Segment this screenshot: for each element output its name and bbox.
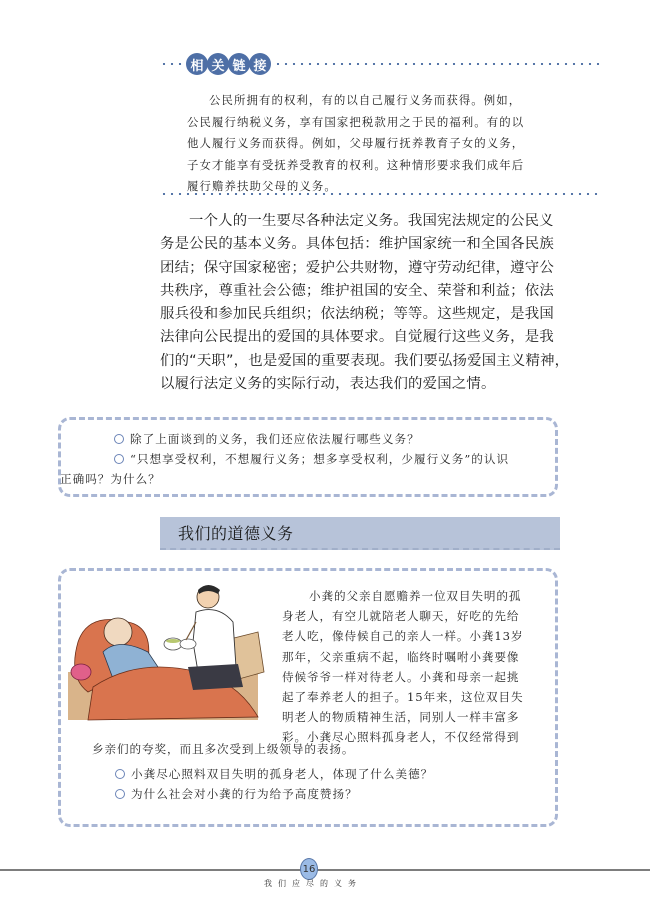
text-line: 小龚的父亲自愿赡养一位双目失明的孤 (309, 589, 522, 603)
chapter-title: 我们应尽的义务 (264, 879, 362, 888)
text-line: 团结；保守国家秘密；爱护公共财物，遵守劳动纪律，遵守公 (160, 259, 554, 276)
circle-bullet-icon (115, 789, 125, 799)
text-line: 一个人的一生要尽各种法定义务。我国宪法规定的公民义 (189, 213, 554, 229)
related-links-badge (186, 53, 270, 75)
related-links-text-body (187, 112, 547, 198)
section-title: 我们的道德义务 (178, 524, 294, 543)
question-item: 除了上面谈到的义务，我们还应依法履行哪些义务？ (114, 429, 509, 449)
circle-bullet-icon (114, 434, 124, 444)
text-line: 乡亲们的夸奖，而且多次受到上级领导的表扬。 (92, 742, 355, 756)
text-line: 明老人的物质精神生活，同别人一样丰富多 (282, 710, 520, 725)
badge-char: 链 (228, 53, 250, 75)
text-line: 子女才能享有受抚养受教育的权利。这种情形要求我们成年后 (187, 157, 525, 172)
text-line: 共秩序，尊重社会公德；维护祖国的安全、荣誉和利益；依法 (160, 282, 554, 299)
main-paragraph (160, 210, 580, 396)
text-line: 老人吃，像侍候自己的亲人一样。小龚13岁 (282, 629, 524, 644)
circle-bullet-icon (115, 769, 125, 779)
text-line: 侍候爷爷一样对待老人。小龚和母亲一起挑 (282, 669, 520, 684)
text-line: 履行赡养扶助父母的义务。 (187, 179, 337, 194)
related-links-header (160, 52, 600, 76)
question-continuation: 正确吗？为什么？ (60, 472, 161, 486)
question-item: 为什么社会对小龚的行为给予高度赞扬？ (115, 784, 433, 804)
question-item: 小龚尽心照料双目失明的孤身老人，体现了什么美德？ (115, 764, 433, 784)
badge-char: 关 (207, 53, 229, 75)
badge-char: 相 (186, 53, 208, 75)
footer-rule (0, 869, 650, 871)
related-links-text (187, 90, 547, 112)
discussion-questions (60, 429, 510, 489)
illustration-caregiver-icon (68, 582, 274, 722)
story-tail (92, 739, 354, 759)
text-line: 务是公民的基本义务。具体包括：维护国家统一和全国各民族 (160, 236, 554, 253)
text-line: 他人履行义务而获得。例如，父母履行抚养教育子女的义务， (187, 136, 525, 151)
text-line: 们的“天职”，也是爱国的重要表现。我们要弘扬爱国主义精神， (160, 352, 570, 369)
dotted-rule (160, 63, 182, 65)
text-line: 起了奉养老人的担子。15年来，这位双目失 (282, 690, 524, 705)
badge-char: 接 (249, 53, 271, 75)
page-number: 16 (300, 858, 318, 880)
text-line: 以履行法定义务的实际行动，表达我们的爱国之情。 (160, 376, 496, 393)
text-line: 法律向公民提出的爱国的具体要求。自觉履行这些义务，是我 (160, 329, 554, 346)
section-heading (160, 517, 560, 550)
dotted-rule (160, 193, 600, 195)
text-line: 服兵役和参加民兵组织；依法纳税；等等。这些规定，是我国 (160, 306, 554, 323)
text-line: 彩。小龚尽心照料孤身老人，不仅经常得到 (282, 730, 520, 745)
text-line: 公民所拥有的权利，有的以自己履行义务而获得。例如， (209, 93, 522, 107)
text-line: 身老人，有空儿就陪老人聊天，好吃的先给 (282, 609, 520, 624)
dotted-rule (274, 63, 600, 65)
question-item: “只想享受权利，不想履行义务；想多享受权利，少履行义务”的认识 (114, 449, 509, 469)
text-line: 公民履行纳税义务，享有国家把税款用之于民的福利。有的以 (187, 114, 525, 129)
story-questions (115, 764, 433, 804)
story-text (282, 586, 523, 748)
text-line: 那年，父亲重病不起，临终时嘱咐小龚要像 (282, 649, 520, 664)
circle-bullet-icon (114, 454, 124, 464)
